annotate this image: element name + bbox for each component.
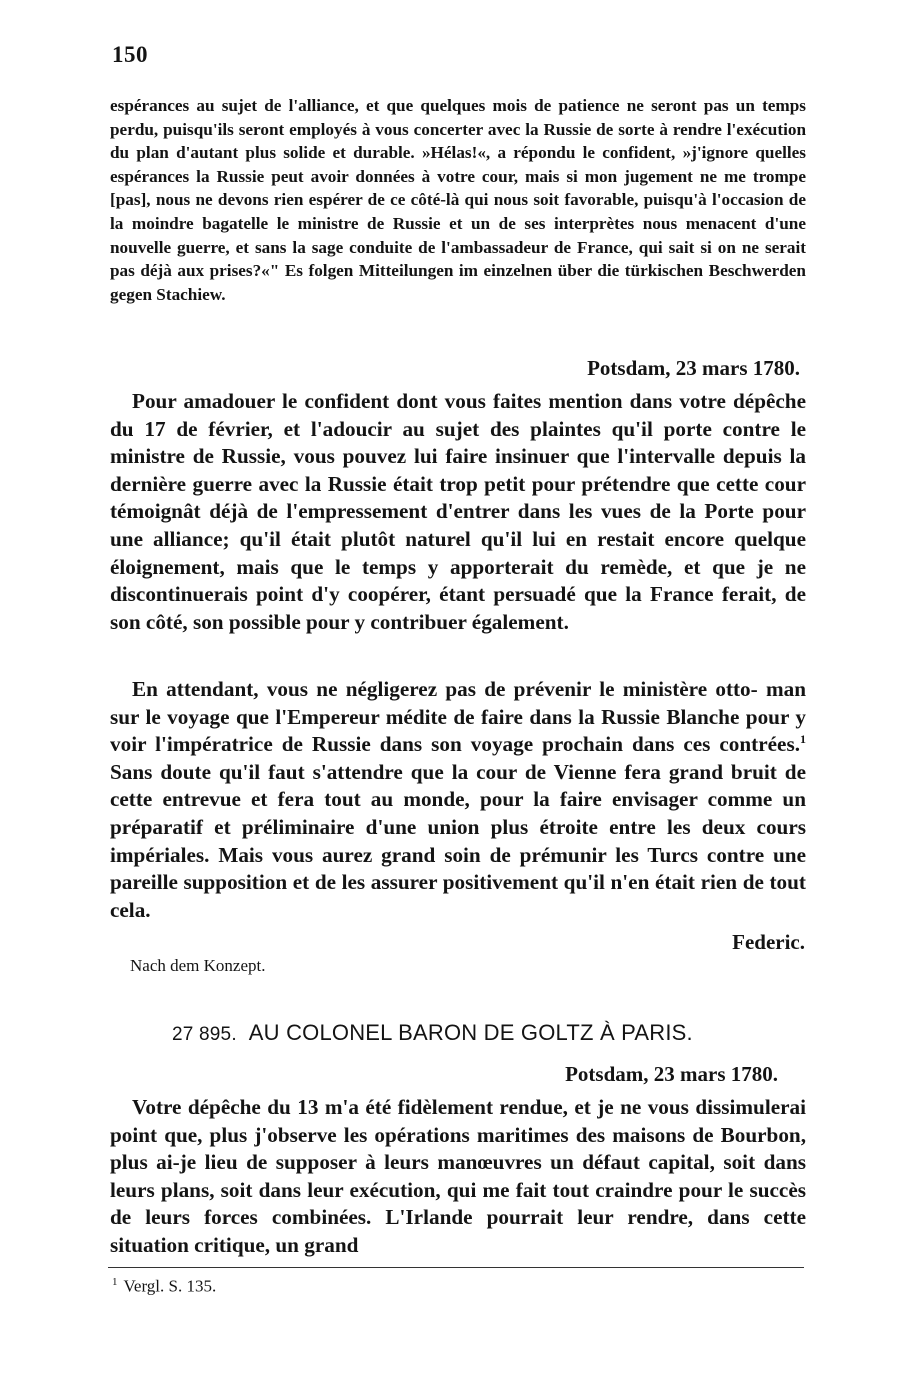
letter-number: 27 895. [172, 1024, 237, 1045]
letter1-paragraph-2-part-b: Sans doute qu'il faut s'attendre que la cour de Vienne fera grand bruit de cette entrevue et fera tout au monde, pour la faire envisager comme un préparatif et préliminaire d'une union plus étroite entre les deux cours impériales. Mais vous aurez grand soin de prémunir les Turcs contre une pareille supposition et de les assurer positivement qu'il n'en était rien de tout cela. [110, 759, 806, 922]
footnote [112, 1276, 216, 1297]
letter2-dateline: Potsdam, 23 mars 1780. [565, 1062, 778, 1086]
letter2-recipient: AU COLONEL BARON DE GOLTZ À PARIS. [248, 1020, 693, 1045]
intro-paragraph: espérances au sujet de l'alliance, et que quelques mois de patience ne seront pas un temps perdu, puisqu'ils seront employés à vous concerter avec la Russie de sorte à rendre l'exécution du plan d'autant plus solide et durable. »Hélas!«, a répondu le confident, »j'ignore quelles espérances la Russie peut avoir données à votre cour, mais si mon jugement ne me trompe [pas], nous ne devons rien espérer de ce côté-là qui nous soit favorable, puisqu'à l'occasion de la moindre bagatelle le ministre de Russie et un de ses interprètes nous menacent d'une nouvelle guerre, et sans la sage conduite de l'ambassadeur de France, qui sait si on ne serait pas déjà aux prises?«" Es folgen Mitteilungen im einzelnen über die türkischen Beschwerden gegen Stachiew. [110, 96, 806, 304]
letter1-dateline: Potsdam, 23 mars 1780. [587, 356, 800, 380]
letter1-paragraph-1: Pour amadouer le confident dont vous faites mention dans votre dépêche du 17 de février, et l'adoucir au sujet des plaintes qu'il porte contre le ministre de Russie, vous pouvez lui faire insinuer que l'intervalle depuis la dernière guerre avec la Russie était trop petit pour prétendre que cette cour témoignât déjà de l'empressement d'entrer dans les vues de la Porte pour une alliance; qu'il était plutôt naturel qu'il lui en restait encore quelque éloignement, mais que le temps y apporterait du remède, et que je ne discontinuerais point d'y coopérer, étant persuadé que la France ferait, de son côté, son possible pour y contribuer également. [110, 389, 806, 634]
footnote-reference: 1 [800, 732, 806, 747]
letter2-paragraph-1: Votre dépêche du 13 m'a été fidèlement rendue, et je ne vous dissimulerai point que, plus j'observe les opérations maritimes des maisons de Bourbon, plus ai-je lieu de supposer à leurs manœuvres un défaut capital, soit dans leurs plans, soit dans leur exécution, qui me fait tout craindre pour le succès de leurs forces combinées. L'Irlande pourrait leur rendre, dans cette situation critique, un grand [110, 1095, 806, 1257]
footnote-divider [108, 1267, 804, 1268]
signature: Federic. [732, 930, 805, 954]
letter1-paragraph-2-part-a: En attendant, vous ne négligerez pas de prévenir le ministère otto- man sur le voyage que l'Empereur médite de faire dans la Russie Blanche pour y voir l'impératrice de Russie dans son voyage prochain dans ces contrées. [110, 677, 806, 757]
page-number: 150 [112, 42, 148, 67]
source-note: Nach dem Konzept. [130, 956, 266, 975]
footnote-text: Vergl. S. 135. [123, 1276, 217, 1296]
letter1-paragraph-2 [110, 676, 806, 924]
footnote-mark: 1 [112, 1276, 118, 1288]
letter2-heading [172, 1020, 693, 1046]
